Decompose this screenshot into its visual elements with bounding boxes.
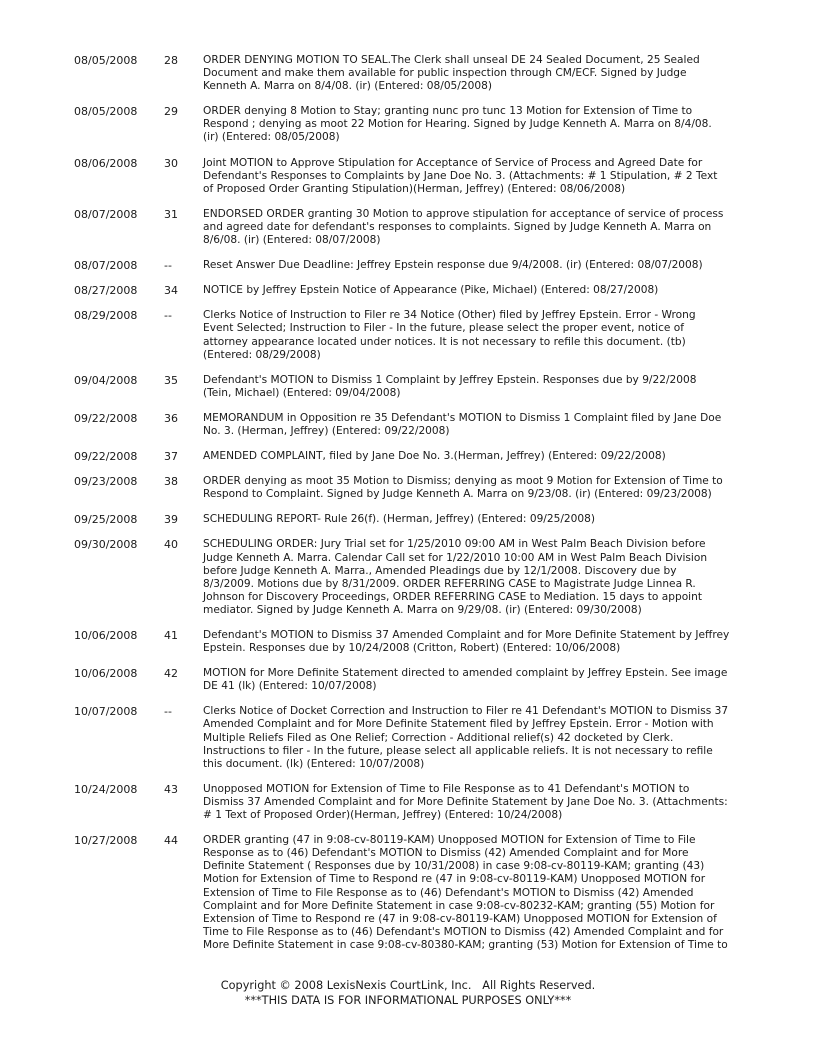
entry-text: SCHEDULING REPORT- Rule 26(f). (Herman, Jeffrey) (Entered: 09/25/2008) — [203, 513, 596, 526]
docket-entry — [74, 629, 754, 655]
docket-entry — [74, 309, 754, 361]
entry-date: 09/30/2008 — [74, 538, 138, 552]
entry-number: 36 — [164, 411, 178, 425]
disclaimer-notice: ***THIS DATA IS FOR INFORMATIONAL PURPOSES ONLY*** — [244, 994, 572, 1007]
docket-entry — [74, 259, 754, 272]
entry-number: 31 — [164, 207, 178, 221]
entry-text: Clerks Notice of Docket Correction and Instruction to Filer re 41 Defendant's MOTION to Dismiss 37 Amended Complaint and for More Definite Statement filed by Jeffrey Epstein. Error - Motion with Multiple Reliefs Filed as One Relief; Correction - Additional relief(s) 42 docketed by Clerk. Instructions to filer - In the future, please select all applicable reliefs. It is not necessary to refile this document. (lk) (Entered: 10/07/2008) — [203, 705, 729, 770]
entry-text: Clerks Notice of Instruction to Filer re 34 Notice (Other) filed by Jeffrey Epstein. Error - Wrong Event Selected; Instruction to Filer - In the future, please select the proper event, notice of attorney appearance located under notices. It is not necessary to refile this document. (tb) (Entered: 08/29/2008) — [203, 309, 696, 361]
docket-entries — [74, 54, 754, 964]
entry-number: -- — [164, 705, 172, 719]
entry-text: Unopposed MOTION for Extension of Time to File Response as to 41 Defendant's MOTION to Dismiss 37 Amended Complaint and for More Definite Statement by Jane Doe No. 3. (Attachments: # 1 Text of Proposed Order)(Herman, Jeffrey) (Entered: 10/24/2008) — [203, 782, 728, 822]
entry-date: 10/06/2008 — [74, 667, 138, 681]
docket-entry — [74, 450, 754, 463]
entry-date: 10/07/2008 — [74, 705, 138, 719]
entry-text: SCHEDULING ORDER: Jury Trial set for 1/25/2010 09:00 AM in West Palm Beach Division before Judge Kenneth A. Marra. Calendar Call set for 1/22/2010 10:00 AM in West Palm Beach Division before Judge Kenneth A. Marra., Amended Pleadings due by 12/1/2008. Discovery due by 8/3/2009. Motions due by 8/31/2009. ORDER REFERRING CASE to Magistrate Judge Linnea R. Johnson for Discovery Proceedings, ORDER REFERRING CASE to Mediation. 15 days to appoint mediator. Signed by Judge Kenneth A. Marra on 9/29/08. (ir) (Entered: 09/30/2008) — [203, 538, 708, 616]
entry-text: ORDER denying as moot 35 Motion to Dismiss; denying as moot 9 Motion for Extension of Time to Respond to Complaint. Signed by Judge Kenneth A. Marra on 9/23/08. (ir) (Entered: 09/23/2008) — [203, 475, 723, 501]
entry-number: 35 — [164, 373, 178, 387]
entry-text: ENDORSED ORDER granting 30 Motion to approve stipulation for acceptance of service of process and agreed date for defendant's responses to complaints. Signed by Judge Kenneth A. Marra on 8/6/08. (ir) (Entered: 08/07/2008) — [203, 207, 724, 247]
entry-text: NOTICE by Jeffrey Epstein Notice of Appearance (Pike, Michael) (Entered: 08/27/2008) — [203, 284, 659, 297]
entry-date: 08/05/2008 — [74, 54, 138, 67]
entry-number: 37 — [164, 450, 178, 464]
entry-number: 30 — [164, 156, 178, 170]
docket-entry — [74, 157, 754, 196]
docket-entry — [74, 105, 754, 144]
entry-date: 08/06/2008 — [74, 156, 138, 170]
entry-number: 43 — [164, 782, 178, 796]
entry-text: Defendant's MOTION to Dismiss 1 Complaint by Jeffrey Epstein. Responses due by 9/22/2008 (Tein, Michael) (Entered: 09/04/2008) — [203, 373, 697, 399]
entry-text: AMENDED COMPLAINT, filed by Jane Doe No. 3.(Herman, Jeffrey) (Entered: 09/22/2008) — [203, 450, 666, 463]
entry-text: Reset Answer Due Deadline: Jeffrey Epstein response due 9/4/2008. (ir) (Entered: 08/07/2008) — [203, 259, 703, 272]
docket-entry — [74, 374, 754, 400]
entry-text: Defendant's MOTION to Dismiss 37 Amended Complaint and for More Definite Statement by Jeffrey Epstein. Responses due by 10/24/2008 (Critton, Robert) (Entered: 10/06/2008) — [203, 629, 730, 655]
entry-date: 09/22/2008 — [74, 450, 138, 464]
entry-date: 09/23/2008 — [74, 475, 138, 489]
entry-text: ORDER denying 8 Motion to Stay; granting nunc pro tunc 13 Motion for Extension of Time to Respond ; denying as moot 22 Motion for Hearing. Signed by Judge Kenneth A. Marra on 8/4/08. (ir) (Entered: 08/05/2008) — [203, 105, 712, 144]
docket-entry — [74, 284, 754, 297]
entry-number: 29 — [164, 105, 178, 119]
entry-number: 34 — [164, 284, 178, 298]
entry-date: 10/06/2008 — [74, 629, 138, 642]
entry-date: 09/22/2008 — [74, 411, 138, 425]
entry-number: 40 — [164, 538, 178, 552]
entry-number: -- — [164, 259, 172, 273]
entry-text: Joint MOTION to Approve Stipulation for Acceptance of Service of Process and Agreed Date for Defendant's Responses to Complaints by Jane Doe No. 3. (Attachments: # 1 Stipulation, # 2 Text of Proposed Order Granting Stipulation)(Herman, Jeffrey) (Entered: 08/06/2008) — [203, 156, 718, 195]
entry-date: 10/27/2008 — [74, 834, 138, 848]
entry-text: ORDER granting (47 in 9:08-cv-80119-KAM) Unopposed MOTION for Extension of Time to File Response as to (46) Defendant's MOTION to Dismiss (42) Amended Complaint and for More Definite Statement ( Responses due by 10/31/2008) in case 9:08-cv-80119-KAM; granting (43) Motion for Extension of Time to Respond re (47 in 9:08-cv-80119-KAM) Unopposed MOTION for Extension of Time to File Response as to (46) Defendant's MOTION to Dismiss (42) Amended Complaint and for More Definite Statement in case 9:08-cv-80232-KAM; granting (55) Motion for Extension of Time to Respond re (47 in 9:08-cv-80119-KAM) Unopposed MOTION for Extension of Time to File Response as to (46) Defendant's MOTION to Dismiss (42) Amended Complaint and for More Definite Statement in case 9:08-cv-80380-KAM; granting (53) Motion for Extension of Time to — [203, 834, 728, 951]
docket-entry — [74, 667, 754, 693]
docket-entry — [74, 538, 754, 617]
entry-date: 08/05/2008 — [74, 105, 138, 119]
docket-entry — [74, 54, 754, 93]
entry-date: 08/07/2008 — [74, 207, 138, 221]
docket-entry — [74, 705, 754, 770]
docket-entry — [74, 834, 754, 952]
entry-date: 10/24/2008 — [74, 782, 138, 796]
entry-date: 08/27/2008 — [74, 284, 138, 298]
entry-date: 09/04/2008 — [74, 373, 138, 387]
entry-number: 38 — [164, 475, 178, 489]
entry-text: MOTION for More Definite Statement directed to amended complaint by Jeffrey Epstein. See image DE 41 (lk) (Entered: 10/07/2008) — [203, 667, 728, 693]
docket-entry — [74, 412, 754, 438]
entry-number: 39 — [164, 513, 178, 527]
page-footer — [0, 978, 816, 1008]
docket-entry — [74, 475, 754, 501]
entry-date: 08/07/2008 — [74, 259, 138, 273]
entry-date: 09/25/2008 — [74, 513, 138, 527]
entry-text: ORDER DENYING MOTION TO SEAL.The Clerk shall unseal DE 24 Sealed Document, 25 Sealed Document and make them available for public inspection through CM/ECF. Signed by Judge Kenneth A. Marra on 8/4/08. (ir) (Entered: 08/05/2008) — [203, 54, 700, 93]
entry-text: MEMORANDUM in Opposition re 35 Defendant's MOTION to Dismiss 1 Complaint filed by Jane Doe No. 3. (Herman, Jeffrey) (Entered: 09/22/2008) — [203, 411, 722, 437]
entry-number: 44 — [164, 834, 178, 848]
entry-number: -- — [164, 309, 172, 323]
entry-number: 28 — [164, 54, 178, 67]
entry-number: 41 — [164, 629, 178, 642]
docket-entry — [74, 513, 754, 526]
docket-entry — [74, 783, 754, 822]
docket-entry — [74, 208, 754, 247]
copyright-notice: Copyright © 2008 LexisNexis CourtLink, Inc. All Rights Reserved. — [220, 979, 596, 992]
entry-date: 08/29/2008 — [74, 309, 138, 323]
entry-number: 42 — [164, 667, 178, 681]
